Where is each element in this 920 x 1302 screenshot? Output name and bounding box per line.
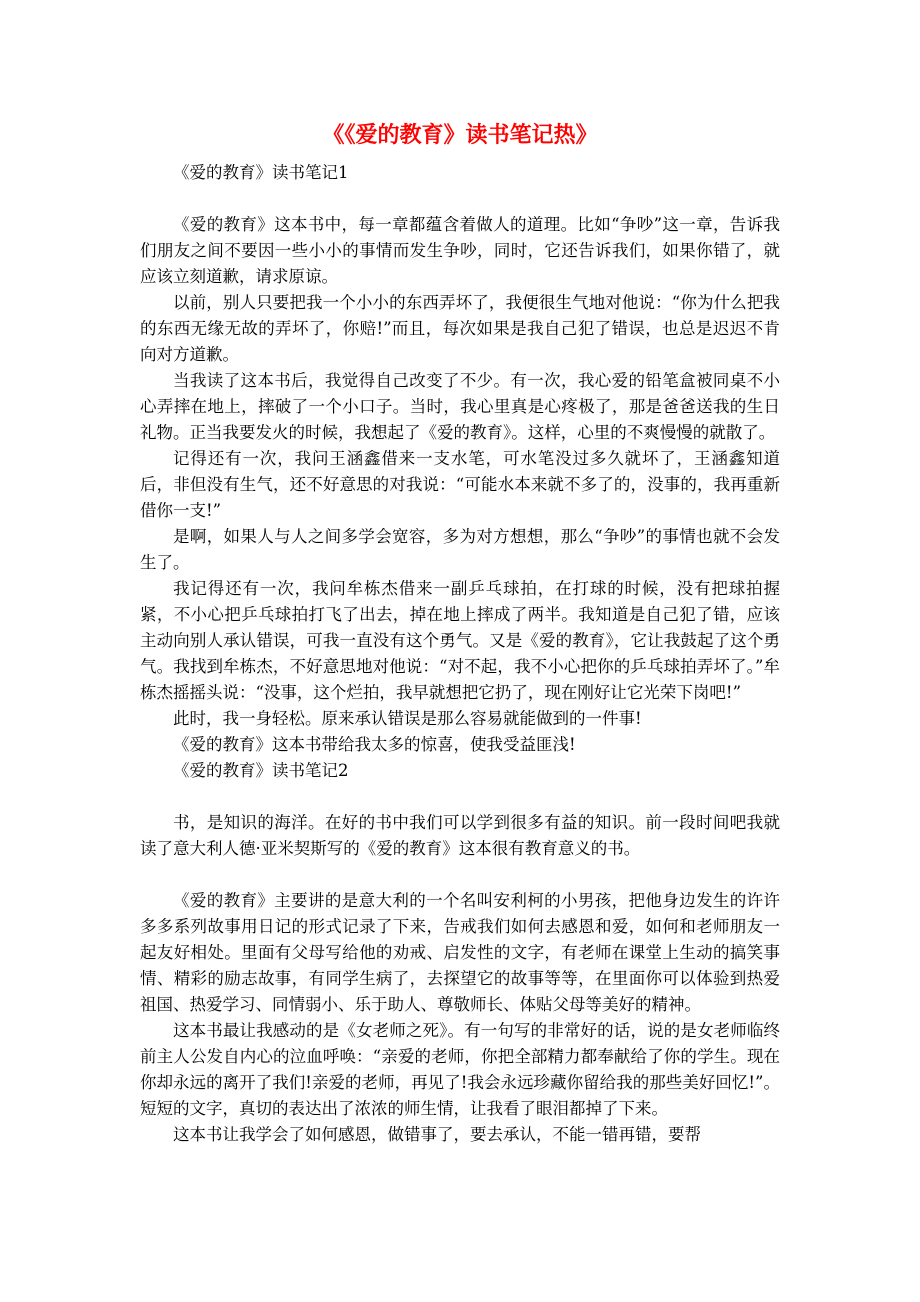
paragraph: 此时，我一身轻松。原来承认错误是那么容易就能做到的一件事! xyxy=(173,709,642,728)
blank-line xyxy=(140,784,780,810)
blank-line xyxy=(140,186,780,212)
paragraph: 这本书最让我感动的是《女老师之死》。有一句写的非常好的话，说的是女老师临终前主人公发自内心的泣血呼唤：“亲爱的老师，你把全部精力都奉献给了你的学生。现在你却永远的离开了我们!亲爱的老师，再见了!我会永远珍藏你留给我的那些美好回忆!”。短短的文字，真切的表达出了浓浓的师生情，让我看了眼泪都掉了下来。 xyxy=(140,1021,780,1118)
paragraph: 是啊，如果人与人之间多学会宽容，多为对方想想，那么“争吵”的事情也就不会发生了。 xyxy=(140,527,780,572)
paragraph: 以前，别人只要把我一个小小的东西弄坏了，我便很生气地对他说：“你为什么把我的东西无缘无故的弄坏了，你赔!”而且，每次如果是我自己犯了错误，也总是迟迟不肯向对方道歉。 xyxy=(140,293,780,364)
section-heading-2: 《爱的教育》读书笔记2 xyxy=(173,761,349,780)
section-heading-1: 《爱的教育》读书笔记1 xyxy=(173,163,349,182)
document-page xyxy=(140,118,780,1148)
document-title: 《《爱的教育》读书笔记热》 xyxy=(322,123,598,148)
paragraph: 《爱的教育》主要讲的是意大利的一个名叫安利柯的小男孩，把他身边发生的许许多多系列故事用日记的形式记录了下来，告戒我们如何去感恩和爱，如何和老师朋友一起友好相处。里面有父母写给他的劝戒、启发性的文字，有老师在课堂上生动的搞笑事情、精彩的励志故事，有同学生病了，去探望它的故事等等，在里面你可以体验到热爱祖国、热爱学习、同情弱小、乐于助人、尊敬师长、体贴父母等美好的精神。 xyxy=(140,891,780,1014)
paragraph: 《爱的教育》这本书中，每一章都蕴含着做人的道理。比如“争吵”这一章，告诉我们朋友之间不要因一些小小的事情而发生争吵，同时，它还告诉我们，如果你错了，就应该立刻道歉，请求原谅。 xyxy=(140,215,780,286)
paragraph: 这本书让我学会了如何感恩，做错事了，要去承认，不能一错再错，要帮 xyxy=(173,1125,701,1144)
paragraph: 当我读了这本书后，我觉得自己改变了不少。有一次，我心爱的铅笔盒被同桌不小心弄摔在地上，摔破了一个小口子。当时，我心里真是心疼极了，那是爸爸送我的生日礼物。正当我要发火的时候，我想起了《爱的教育》。这样，心里的不爽慢慢的就散了。 xyxy=(140,371,780,442)
blank-line xyxy=(140,862,780,888)
paragraph: 我记得还有一次，我问牟栋杰借来一副乒乓球拍，在打球的时候，没有把球拍握紧，不小心把乒乓球拍打飞了出去，掉在地上摔成了两半。我知道是自己犯了错，应该主动向别人承认错误，可我一直没有这个勇气。又是《爱的教育》，它让我鼓起了这个勇气。我找到牟栋杰，不好意思地对他说：“对不起，我不小心把你的乒乓球拍弄坏了。”牟栋杰摇摇头说：“没事，这个烂拍，我早就想把它扔了，现在刚好让它光荣下岗吧!” xyxy=(140,579,780,702)
paragraph: 书，是知识的海洋。在好的书中我们可以学到很多有益的知识。前一段时间吧我就读了意大利人德·亚米契斯写的《爱的教育》这本很有教育意义的书。 xyxy=(140,813,780,858)
paragraph: 《爱的教育》这本书带给我太多的惊喜，使我受益匪浅! xyxy=(173,735,576,754)
paragraph: 记得还有一次，我问王涵鑫借来一支水笔，可水笔没过多久就坏了，王涵鑫知道后，非但没有生气，还不好意思的对我说：“可能水本来就不多了的，没事的，我再重新借你一支!” xyxy=(140,449,780,520)
